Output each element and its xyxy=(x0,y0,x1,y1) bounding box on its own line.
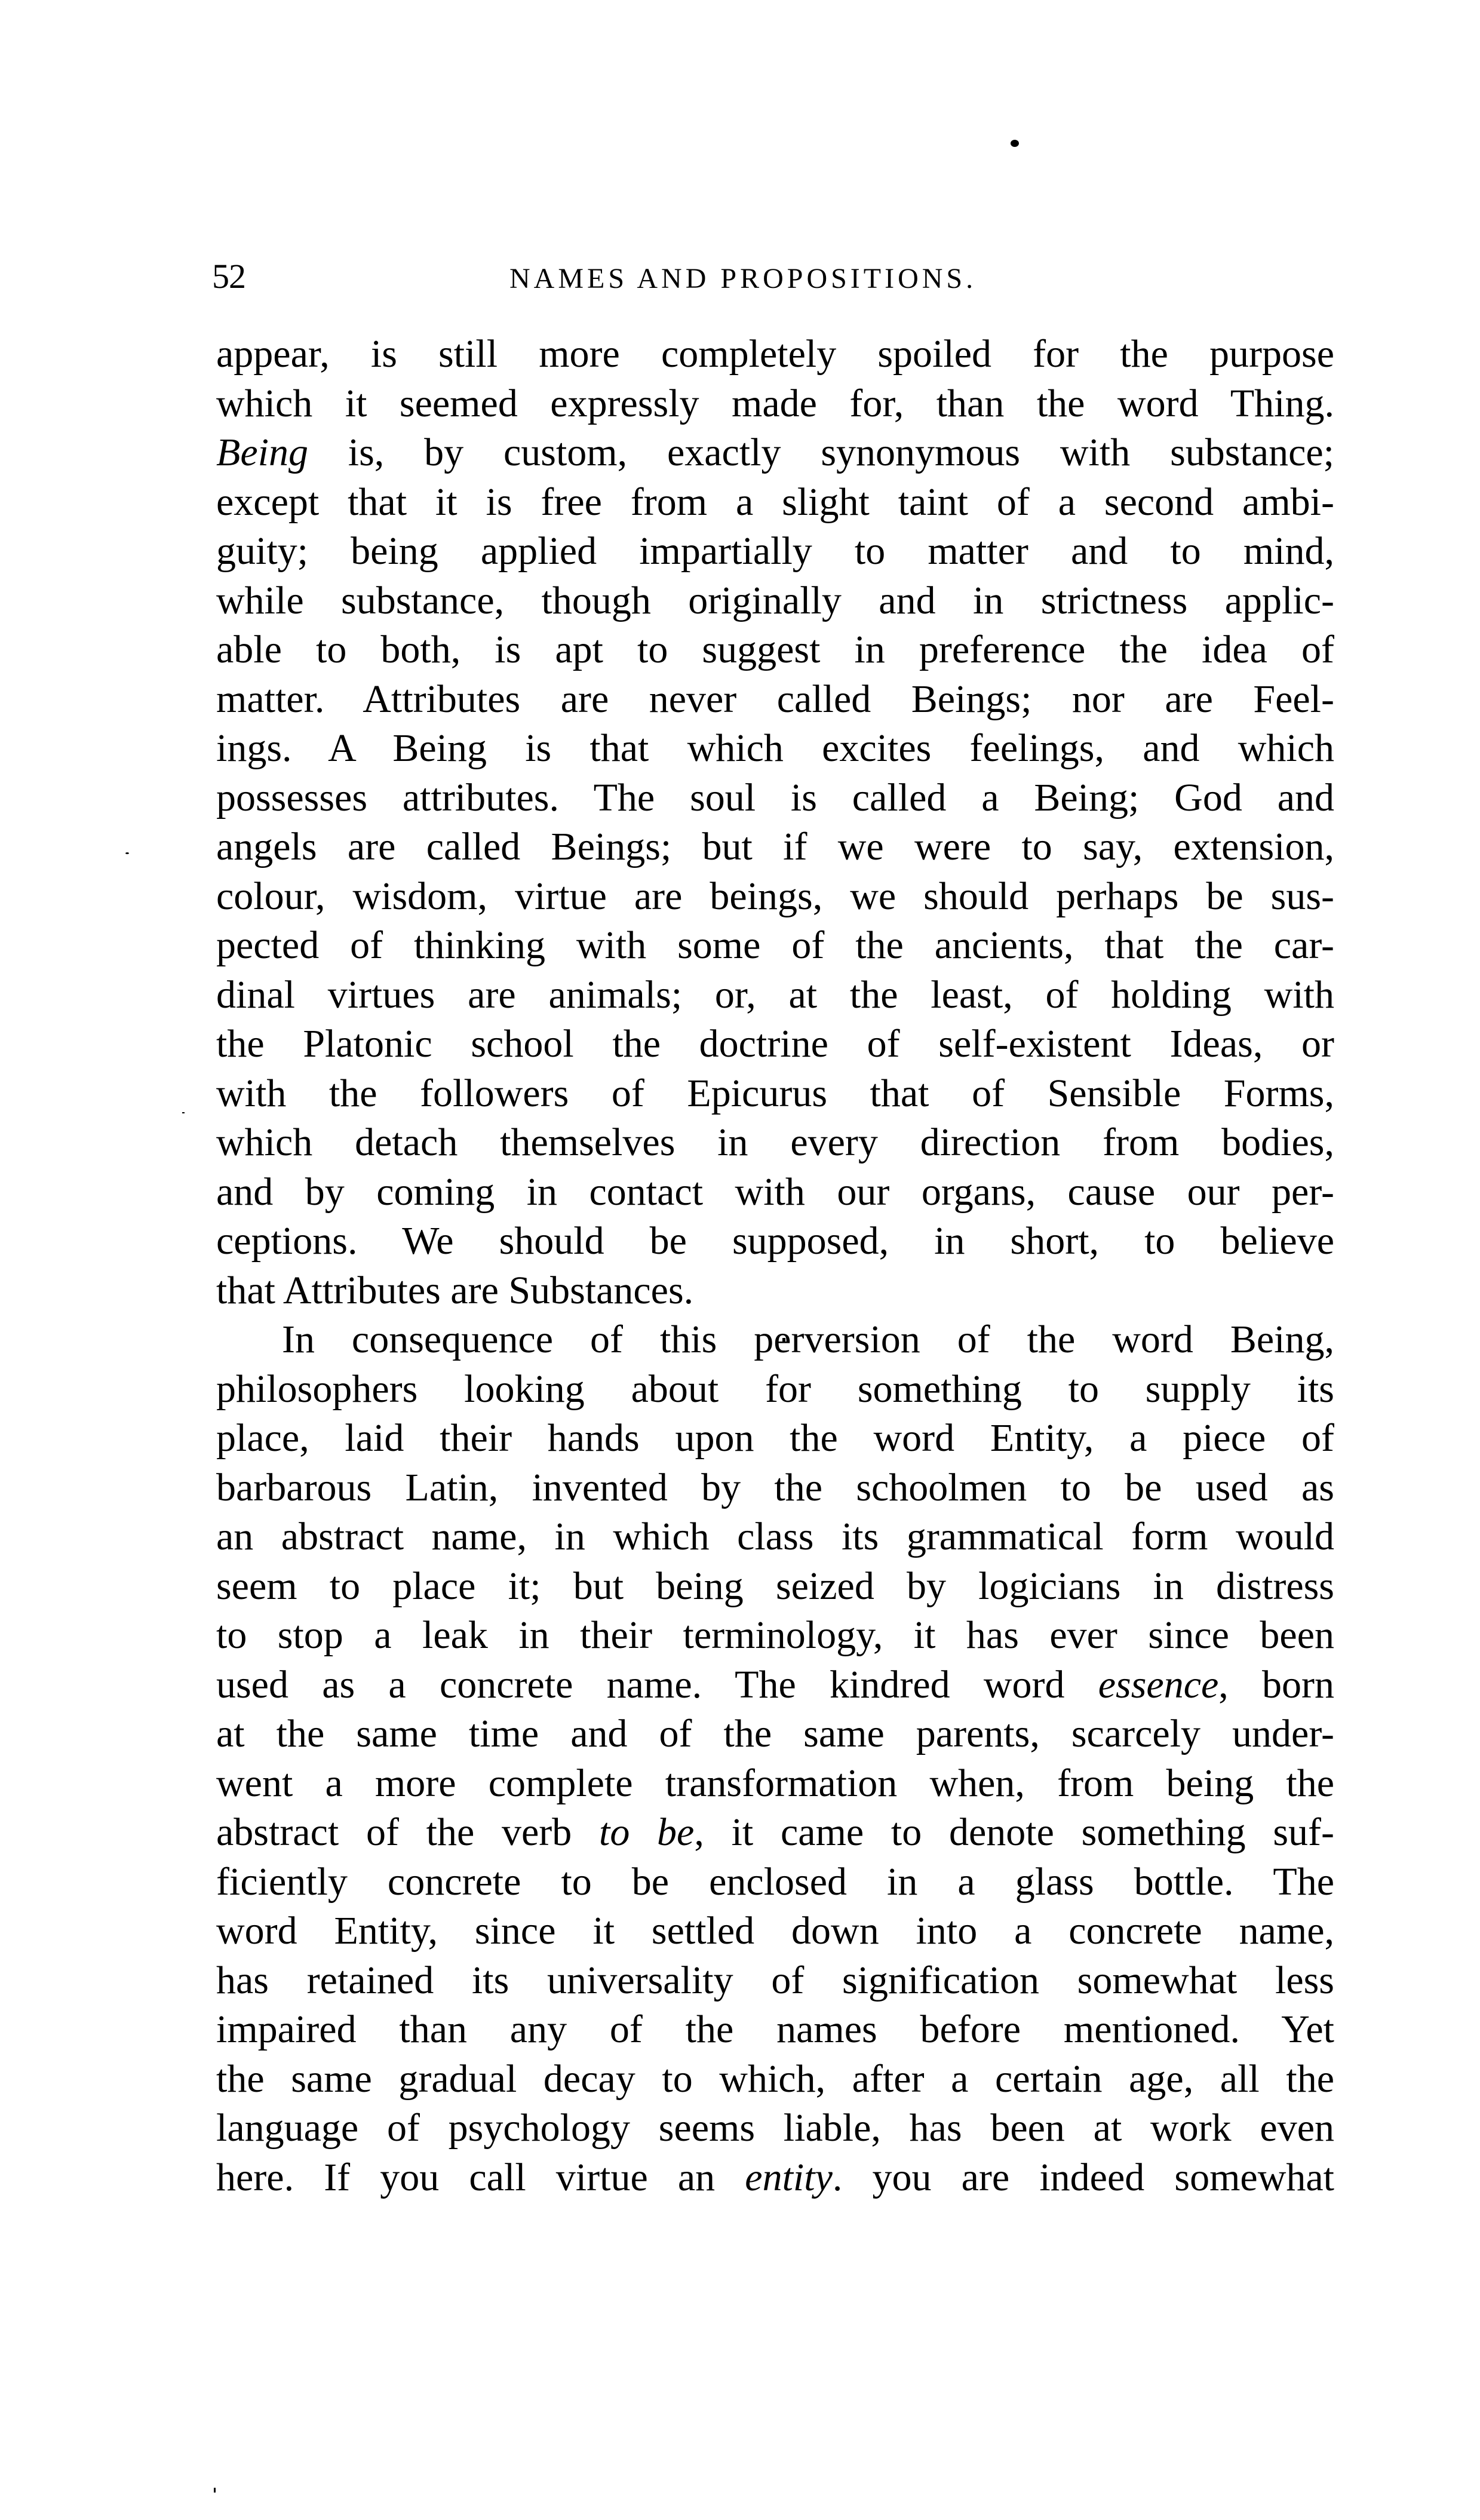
scan-artifact-speck xyxy=(182,1112,185,1113)
italic-term: essence xyxy=(1098,1662,1219,1706)
text-run: pected of thinking with some of the ancients, that the car- xyxy=(216,923,1334,967)
text-run: which detach themselves in every direction from bodies, xyxy=(216,1121,1334,1164)
text-line xyxy=(216,1512,1334,1562)
text-run: . you are indeed somewhat xyxy=(832,2155,1334,2199)
italic-term: to be xyxy=(599,1810,695,1854)
text-line xyxy=(216,675,1334,725)
text-run: that Attributes are Substances. xyxy=(216,1268,694,1312)
text-run: an abstract name, in which class its grammatical form would xyxy=(216,1515,1334,1558)
text-line xyxy=(216,1858,1334,1907)
text-run: word Entity, since it settled down into a concrete name, xyxy=(216,1909,1334,1953)
text-run: impaired than any of the names before mentioned. Yet xyxy=(216,2008,1334,2051)
text-run: except that it is free from a slight taint of a second ambi- xyxy=(216,480,1334,524)
text-line xyxy=(216,527,1334,576)
text-run: with the followers of Epicurus that of Sensible Forms, xyxy=(216,1071,1334,1115)
text-line xyxy=(216,1562,1334,1612)
page-number: 52 xyxy=(212,257,245,296)
text-line xyxy=(216,971,1334,1020)
text-run: appear, is still more completely spoiled for the purpose xyxy=(216,332,1334,376)
text-run: , it came to denote something suf- xyxy=(694,1810,1334,1854)
text-line xyxy=(216,872,1334,922)
text-run: possesses attributes. The soul is called a Being; God and xyxy=(216,775,1334,819)
text-line xyxy=(216,774,1334,823)
text-run: here. If you call virtue an xyxy=(216,2155,745,2199)
scan-artifact-dot xyxy=(1011,140,1019,147)
text-run: abstract of the verb xyxy=(216,1810,599,1854)
text-line xyxy=(216,1266,1334,1316)
text-line xyxy=(216,724,1334,774)
text-line xyxy=(216,330,1334,379)
text-run: to stop a leak in their terminology, it has ever since been xyxy=(216,1613,1334,1657)
body-text xyxy=(216,330,1334,2202)
text-line xyxy=(216,1808,1334,1858)
text-line xyxy=(216,1611,1334,1660)
scan-artifact-speck xyxy=(125,852,129,854)
running-head: NAMES AND PROPOSITIONS. xyxy=(509,263,977,294)
paragraph xyxy=(216,330,1334,1315)
text-run: the same gradual decay to which, after a certain age, all the xyxy=(216,2056,1334,2101)
text-line xyxy=(216,1168,1334,1217)
text-line xyxy=(216,1463,1334,1513)
text-line xyxy=(216,625,1334,675)
text-line xyxy=(216,1709,1334,1759)
text-line xyxy=(216,2153,1334,2203)
text-run: is, by custom, exactly synonymous with substance; xyxy=(308,431,1334,474)
text-run: able to both, is apt to suggest in preference the idea of xyxy=(216,628,1334,671)
text-run: while substance, though originally and in strictness applic- xyxy=(216,578,1334,622)
text-line xyxy=(216,1020,1334,1069)
text-run: and by coming in contact with our organs, cause our per- xyxy=(216,1170,1334,1214)
text-line xyxy=(216,1069,1334,1119)
page-header xyxy=(212,250,1335,303)
text-line xyxy=(216,1118,1334,1168)
text-line xyxy=(216,1315,1334,1365)
text-run: the Platonic school the doctrine of self-existent Ideas, or xyxy=(216,1022,1334,1066)
text-run: place, laid their hands upon the word Entity, a piece of xyxy=(216,1416,1334,1460)
text-run: ings. A Being is that which excites feelings, and which xyxy=(216,726,1334,770)
text-line xyxy=(216,822,1334,872)
text-run: ceptions. We should be supposed, in short, to believe xyxy=(216,1219,1334,1263)
text-line xyxy=(216,2055,1334,2104)
text-run: seem to place it; but being seized by logicians in distress xyxy=(216,1564,1334,1608)
text-run: , born xyxy=(1218,1662,1334,1706)
text-line xyxy=(216,1365,1334,1414)
paragraph xyxy=(216,1315,1334,2202)
text-run: at the same time and of the same parents, scarcely under- xyxy=(216,1712,1334,1755)
text-line xyxy=(216,1759,1334,1809)
text-line xyxy=(216,428,1334,478)
text-run: used as a concrete name. The kindred word xyxy=(216,1662,1098,1706)
text-run: In consequence of this perversion of the word Being, xyxy=(282,1318,1334,1361)
text-run: went a more complete transformation when, from being the xyxy=(216,1761,1334,1805)
italic-term: entity xyxy=(745,2155,833,2199)
text-line xyxy=(216,576,1334,626)
text-run: matter. Attributes are never called Beings; nor are Feel- xyxy=(216,677,1334,721)
text-line xyxy=(216,379,1334,429)
text-run: has retained its universality of signification somewhat less xyxy=(216,1958,1334,2002)
text-line xyxy=(216,2005,1334,2055)
text-run: angels are called Beings; but if we were to say, extension, xyxy=(216,825,1334,868)
text-line xyxy=(216,1414,1334,1463)
text-run: philosophers looking about for something to supply its xyxy=(216,1367,1334,1411)
text-line xyxy=(216,921,1334,971)
text-line xyxy=(216,1660,1334,1710)
scan-artifact-speck xyxy=(214,2488,216,2493)
text-line xyxy=(216,1956,1334,2006)
italic-term: Being xyxy=(216,431,308,474)
text-run: colour, wisdom, virtue are beings, we should perhaps be sus- xyxy=(216,874,1334,918)
text-line xyxy=(216,1907,1334,1956)
text-run: which it seemed expressly made for, than the word Thing. xyxy=(216,381,1334,425)
text-line xyxy=(216,2104,1334,2153)
text-run: ficiently concrete to be enclosed in a glass bottle. The xyxy=(216,1859,1334,1904)
text-run: guity; being applied impartially to matter and to mind, xyxy=(216,529,1334,573)
text-run: language of psychology seems liable, has been at work even xyxy=(216,2106,1334,2150)
text-line xyxy=(216,478,1334,527)
text-line xyxy=(216,1217,1334,1266)
text-run: barbarous Latin, invented by the schoolmen to be used as xyxy=(216,1465,1334,1509)
text-run: dinal virtues are animals; or, at the least, of holding with xyxy=(216,972,1334,1017)
